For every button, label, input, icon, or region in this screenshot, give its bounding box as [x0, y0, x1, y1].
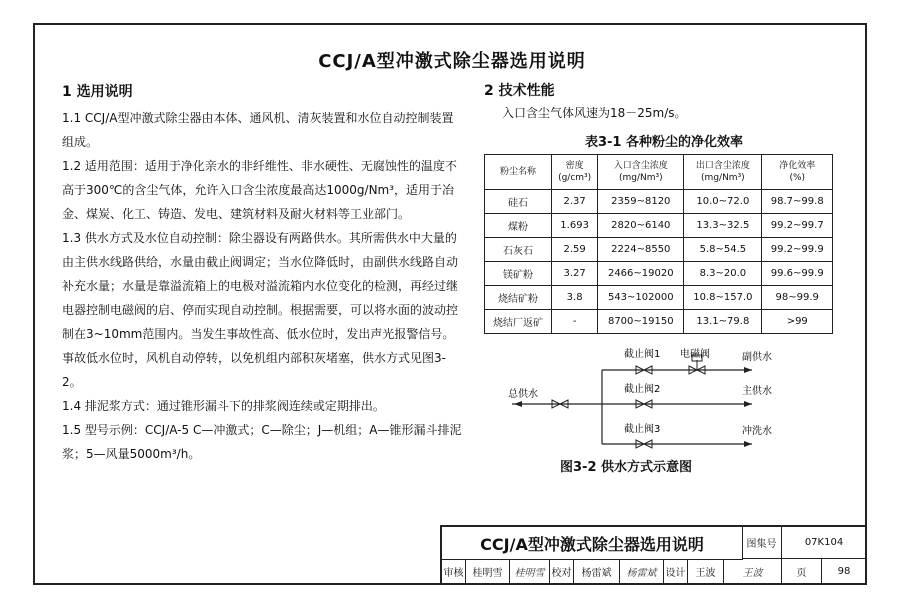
col-header: 粉尘名称 [485, 155, 552, 190]
review-label: 审核 [442, 559, 466, 585]
cell: 煤粉 [485, 214, 552, 238]
out-3-label: 冲洗水 [742, 426, 772, 437]
cell: 2.37 [551, 190, 597, 214]
cell: 2466~19020 [598, 262, 684, 286]
table-row [485, 190, 833, 214]
table-row [485, 310, 833, 334]
title-block [440, 525, 867, 585]
page-number: 98 [822, 559, 867, 585]
inlet-arrow [514, 401, 522, 407]
cell: 3.8 [551, 286, 597, 310]
col-header: 净化效率 (%) [762, 155, 833, 190]
cell: - [551, 310, 597, 334]
cell: 烧结矿粉 [485, 286, 552, 310]
para-1-4: 1.4 排泥浆方式：通过锥形漏斗下的排浆阀连续或定期排出。 [62, 399, 385, 413]
out-2-arrow [744, 401, 752, 407]
cell: 543~102000 [598, 286, 684, 310]
cell: 13.1~79.8 [684, 310, 762, 334]
speed-note: 入口含尘气体风速为18－25m/s。 [502, 106, 687, 120]
titleblock-title: CCJ/A型冲激式除尘器选用说明 [442, 527, 743, 560]
out-2-label: 主供水 [742, 386, 772, 397]
cell: 2820~6140 [598, 214, 684, 238]
design-label: 设计 [664, 559, 688, 585]
designer-name: 王波 [688, 559, 724, 585]
valve-2-label: 截止阀2 [624, 384, 661, 395]
cell: 10.8~157.0 [684, 286, 762, 310]
cell: 99.2~99.9 [762, 238, 833, 262]
cell: 2.59 [551, 238, 597, 262]
reviewer-signature: 桂明雪 [510, 559, 550, 585]
cell: 硅石 [485, 190, 552, 214]
cell: 13.3~32.5 [684, 214, 762, 238]
atlas-number: 07K104 [782, 527, 867, 559]
cell: 烧结厂返矿 [485, 310, 552, 334]
col-header: 出口含尘浓度 (mg/Nm³) [684, 155, 762, 190]
table-row [485, 214, 833, 238]
reviewer-name: 桂明雪 [466, 559, 510, 585]
cell: 5.8~54.5 [684, 238, 762, 262]
valve-1-label: 截止阀1 [624, 349, 661, 360]
out-1-label: 副供水 [742, 352, 772, 363]
cell: 10.0~72.0 [684, 190, 762, 214]
efficiency-table [484, 154, 833, 334]
section2-heading: 2 技术性能 [484, 83, 555, 99]
cell: 1.693 [551, 214, 597, 238]
cell: 8700~19150 [598, 310, 684, 334]
table-row [485, 286, 833, 310]
water-supply-diagram [484, 340, 804, 470]
cell: 石灰石 [485, 238, 552, 262]
para-1-5: 1.5 型号示例：CCJ/A-5 C—冲激式；C—除尘；J—机组；A—锥形漏斗排泥浆；5—风量5000m³/h。 [62, 423, 462, 461]
cell: 镁矿粉 [485, 262, 552, 286]
table-row [485, 262, 833, 286]
figure-caption: 图3-2 供水方式示意图 [560, 460, 693, 475]
cell: 2224~8550 [598, 238, 684, 262]
cell: 8.3~20.0 [684, 262, 762, 286]
atlas-label: 图集号 [742, 527, 782, 559]
table-row [485, 238, 833, 262]
solenoid-label: 电磁阀 [680, 349, 710, 360]
main-supply-label: 总供水 [508, 389, 538, 400]
cell: >99 [762, 310, 833, 334]
cell: 99.6~99.9 [762, 262, 833, 286]
para-1-1: 1.1 CCJ/A型冲激式除尘器由本体、通风机、清灰装置和水位自动控制装置组成。 [62, 111, 454, 149]
col-header: 入口含尘浓度 (mg/Nm³) [598, 155, 684, 190]
page-title: CCJ/A型冲激式除尘器选用说明 [318, 51, 586, 72]
para-1-3: 1.3 供水方式及水位自动控制：除尘器设有两路供水。其所需供水中大量的由主供水线路供给，水量由截止阀调定；当水位降低时，由副供水线路自动补充水量；水量是靠溢流箱上的电极对溢流箱内水位变化的检测，再经过继电器控制电磁阀的启、停而实现自动控制。根据需要，可以将水面的波动控制在3~10mm范围内。当发生事故性高、低水位时，发出声光报警信号。事故低水位时，风机自动停转，以免机组内部积灰堵塞，供水方式见图3-2。 [62, 231, 459, 389]
table-header-row [485, 155, 833, 190]
cell: 2359~8120 [598, 190, 684, 214]
para-1-2: 1.2 适用范围：适用于净化亲水的非纤维性、非水硬性、无腐蚀性的温度不高于300℃的含尘气体，允许入口含尘浓度最高达1000g/Nm³，适用于冶金、煤炭、化工、铸造、发电、建筑材料及耐火材料等工业部门。 [62, 159, 457, 221]
checker-signature: 杨雷斌 [620, 559, 664, 585]
out-1-arrow [744, 367, 752, 373]
section1-heading: 1 选用说明 [62, 84, 133, 100]
cell: 98~99.9 [762, 286, 833, 310]
col-header: 密度 (g/cm³) [551, 155, 597, 190]
designer-signature: 王波 [724, 559, 782, 585]
cell: 99.2~99.7 [762, 214, 833, 238]
cell: 3.27 [551, 262, 597, 286]
table-title: 表3-1 各种粉尘的净化效率 [584, 135, 743, 150]
out-3-arrow [744, 441, 752, 447]
check-label: 校对 [550, 559, 574, 585]
section-performance [484, 80, 844, 334]
section-usage [62, 80, 462, 466]
valve-3-label: 截止阀3 [624, 424, 661, 435]
page-label: 页 [782, 559, 822, 585]
checker-name: 杨雷斌 [574, 559, 620, 585]
cell: 98.7~99.8 [762, 190, 833, 214]
